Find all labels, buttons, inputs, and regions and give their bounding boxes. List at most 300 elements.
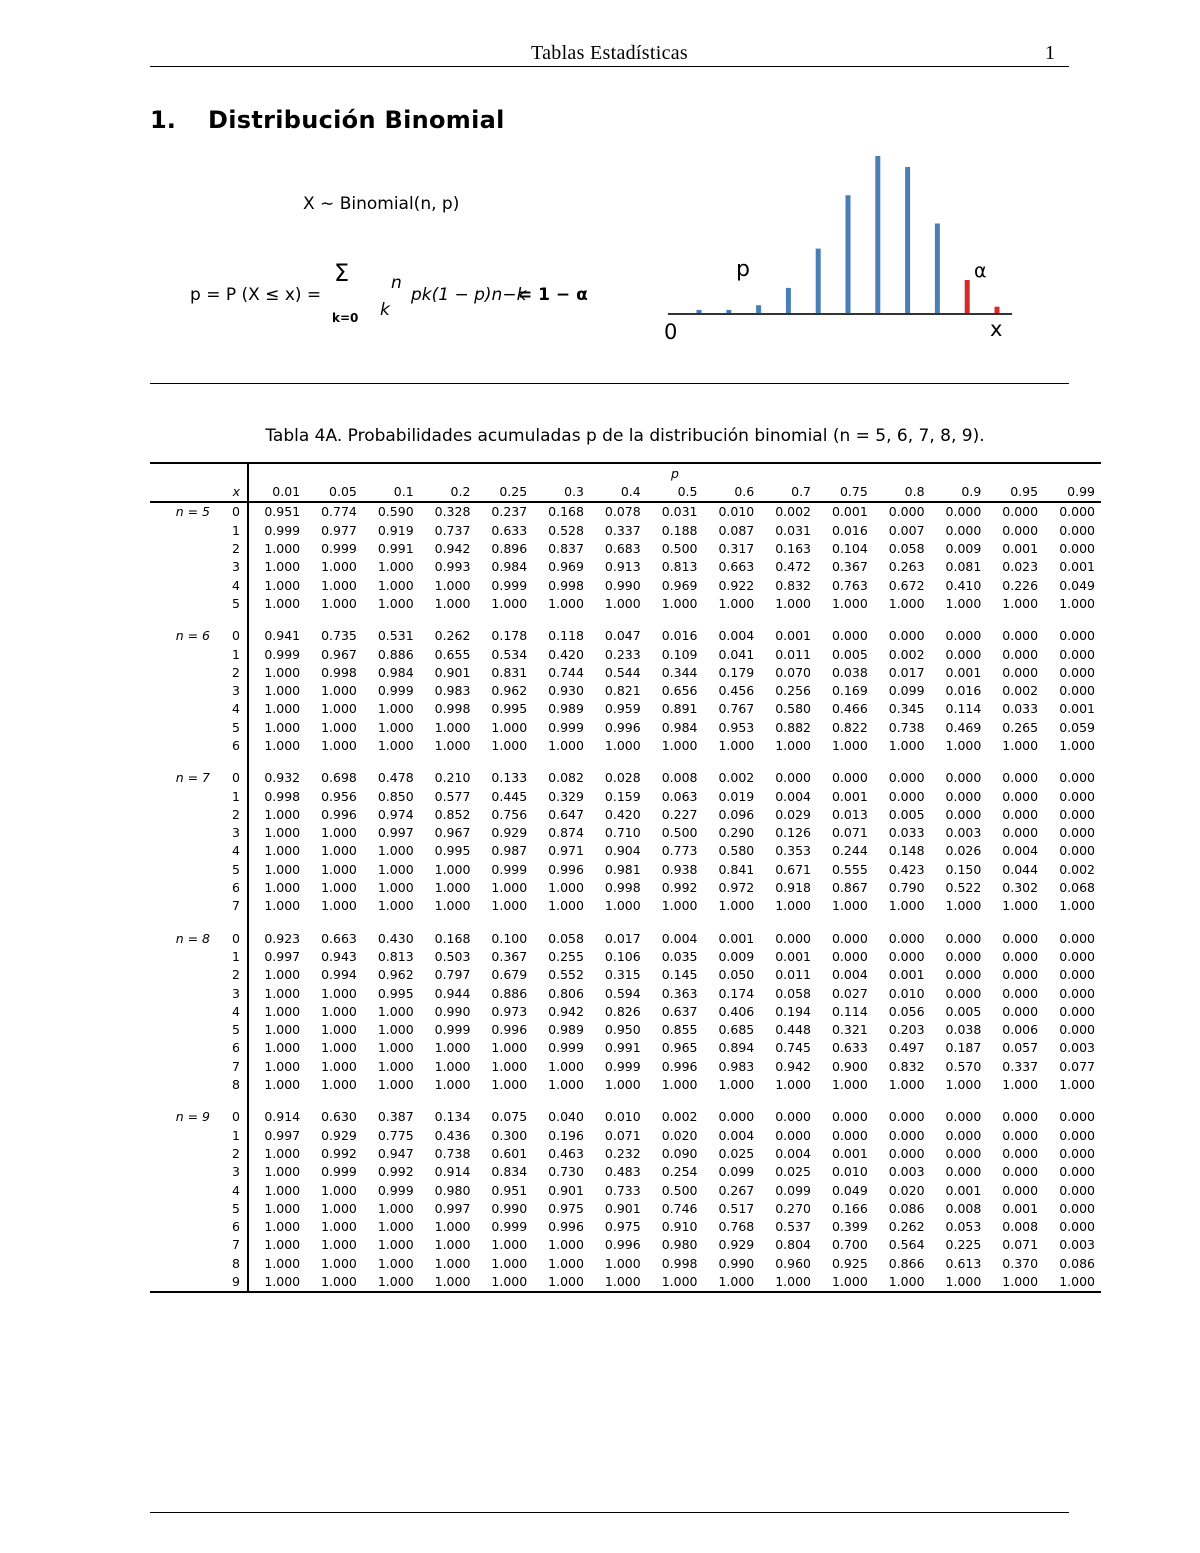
- probability-cell: 0.226: [1002, 577, 1039, 593]
- probability-cell: 0.637: [661, 1003, 698, 1019]
- probability-cell: 0.944: [434, 985, 471, 1001]
- probability-cell: 0.000: [1059, 504, 1095, 520]
- probability-cell: 0.965: [661, 1040, 698, 1056]
- n-group-spacer: [150, 842, 220, 860]
- probability-cell: 0.000: [1059, 1145, 1095, 1161]
- probability-cell: 1.000: [491, 1040, 528, 1056]
- probability-cell: 0.232: [604, 1145, 641, 1161]
- probability-cell: 1.000: [434, 1040, 471, 1056]
- group-spacer-row: [150, 613, 1101, 627]
- x-value: 9: [220, 1273, 248, 1292]
- probability-cell: 1.000: [321, 985, 357, 1001]
- probability-cell: 0.081: [945, 559, 982, 575]
- table-row: [150, 984, 1101, 1002]
- probability-cell: 0.967: [321, 646, 357, 662]
- p-value-header: 0.9: [931, 482, 988, 502]
- spacer-cell: [150, 613, 248, 627]
- probability-cell: 0.244: [831, 843, 868, 859]
- table-row: [150, 719, 1101, 737]
- probability-cell: 0.998: [321, 664, 357, 680]
- probability-cell: 1.000: [321, 1022, 357, 1038]
- probability-cell: 0.999: [377, 683, 414, 699]
- x-value: 4: [220, 1003, 248, 1021]
- probability-cell: 0.980: [434, 1182, 471, 1198]
- probability-cell: 1.000: [377, 1200, 414, 1216]
- x-value: 7: [220, 1236, 248, 1254]
- probability-cell: 0.168: [548, 504, 584, 520]
- probability-cell: 0.967: [434, 825, 471, 841]
- x-value: 2: [220, 806, 248, 824]
- n-group-spacer: [150, 1255, 220, 1273]
- table-row: [150, 948, 1101, 966]
- probability-cell: 0.993: [434, 559, 471, 575]
- probability-cell: 0.071: [1002, 1237, 1039, 1253]
- probability-cell: 0.855: [661, 1022, 698, 1038]
- probability-cell: 0.834: [491, 1164, 528, 1180]
- probability-cell: 0.002: [888, 646, 925, 662]
- probability-cell: 0.075: [491, 1109, 528, 1125]
- probability-cell: 0.436: [434, 1127, 471, 1143]
- probability-cell: 0.974: [377, 806, 414, 822]
- probability-cell: 0.058: [775, 985, 812, 1001]
- probability-cell: 0.700: [831, 1237, 868, 1253]
- spacer-cell: [248, 755, 1101, 769]
- probability-cell: 0.114: [945, 701, 982, 717]
- n-group-spacer: [150, 576, 220, 594]
- probability-cell: 1.000: [548, 880, 584, 896]
- probability-cell: 0.000: [945, 504, 982, 520]
- probability-cell: 0.528: [548, 522, 584, 538]
- probability-cell: 0.040: [548, 1109, 584, 1125]
- probability-cell: 0.552: [548, 967, 584, 983]
- probability-cell: 0.998: [264, 788, 301, 804]
- probability-cell: 0.196: [548, 1127, 584, 1143]
- table-row: [150, 1127, 1101, 1145]
- probability-cell: 0.891: [661, 701, 698, 717]
- x-value: 8: [220, 1076, 248, 1094]
- probability-cell: 0.344: [661, 664, 698, 680]
- probability-cell: 1.000: [888, 595, 925, 611]
- probability-cell: 0.534: [491, 646, 528, 662]
- probability-cell: 0.744: [548, 664, 584, 680]
- probability-cell: 0.000: [888, 1145, 925, 1161]
- probability-cell: 0.989: [548, 701, 584, 717]
- probability-cell: 1.000: [491, 738, 528, 753]
- probability-bar: [726, 310, 731, 313]
- probability-cell: 1.000: [321, 577, 357, 593]
- table-row: [150, 897, 1101, 915]
- probability-cell: 0.000: [775, 770, 812, 786]
- probability-cell: 0.016: [945, 683, 982, 699]
- probability-cell: 1.000: [321, 683, 357, 699]
- probability-cell: 1.000: [548, 1237, 584, 1253]
- x-value: 4: [220, 576, 248, 594]
- figure-label-p: p: [736, 257, 750, 282]
- probability-cell: 1.000: [491, 880, 528, 896]
- alpha-tail-bar: [995, 307, 1000, 313]
- probability-cell: 1.000: [264, 967, 301, 983]
- probability-cell: 1.000: [264, 595, 301, 611]
- x-value: 4: [220, 842, 248, 860]
- table-row: [150, 1236, 1101, 1254]
- footer-rule: [150, 1512, 1069, 1513]
- probability-cell: 0.345: [888, 701, 925, 717]
- probability-bar: [875, 156, 880, 313]
- x-value: 5: [220, 595, 248, 613]
- probability-cell: 0.099: [775, 1182, 812, 1198]
- probability-cell: 0.000: [1059, 1200, 1095, 1216]
- x-value: 0: [220, 1108, 248, 1126]
- probability-cell: 0.000: [888, 930, 925, 946]
- probability-cell: 0.020: [661, 1127, 698, 1143]
- probability-cell: 0.000: [1059, 1182, 1095, 1198]
- probability-cell: 1.000: [434, 577, 471, 593]
- probability-cell: 0.003: [1059, 1237, 1095, 1253]
- table-body: [150, 502, 1101, 1292]
- n-group-spacer: [150, 595, 220, 613]
- p-value-header: 0.5: [647, 482, 704, 502]
- probability-cell: 0.663: [718, 559, 755, 575]
- probability-cell: 0.000: [1002, 504, 1039, 520]
- probability-cell: 0.000: [1059, 628, 1095, 644]
- probability-cell: 0.000: [945, 770, 982, 786]
- table-row: [150, 1218, 1101, 1236]
- probability-cell: 0.168: [434, 930, 471, 946]
- probability-cell: 0.999: [548, 1040, 584, 1056]
- probability-cell: 0.922: [718, 577, 755, 593]
- probability-cell: 0.564: [888, 1237, 925, 1253]
- n-group-spacer: [150, 719, 220, 737]
- probability-cell: 0.033: [1002, 701, 1039, 717]
- formula-lhs: p = P (X ≤ x) =: [190, 285, 322, 305]
- probability-cell: 0.996: [548, 1219, 584, 1235]
- probability-cell: 1.000: [264, 861, 301, 877]
- probability-cell: 0.555: [831, 861, 868, 877]
- n-group-spacer: [150, 984, 220, 1002]
- probability-cell: 0.000: [831, 770, 868, 786]
- probability-cell: 0.953: [718, 719, 755, 735]
- probability-cell: 0.001: [775, 628, 812, 644]
- probability-cell: 0.000: [831, 628, 868, 644]
- probability-cell: 1.000: [434, 880, 471, 896]
- probability-cell: 0.010: [831, 1164, 868, 1180]
- x-value: 4: [220, 700, 248, 718]
- probability-cell: 0.002: [661, 1109, 698, 1125]
- probability-cell: 0.000: [1002, 770, 1039, 786]
- probability-cell: 0.000: [945, 522, 982, 538]
- probability-cell: 1.000: [264, 1182, 301, 1198]
- table-row: [150, 576, 1101, 594]
- probability-cell: 0.118: [548, 628, 584, 644]
- sum-index: k=0: [332, 311, 359, 325]
- probability-cell: 0.000: [1002, 788, 1039, 804]
- probability-cell: 0.478: [377, 770, 414, 786]
- probability-cell: 0.262: [434, 628, 471, 644]
- probability-cell: 0.698: [321, 770, 357, 786]
- probability-cell: 0.178: [491, 628, 528, 644]
- table-caption: Tabla 4A. Probabilidades acumuladas p de la distribución binomial (n = 5, 6, 7, 8, 9).: [265, 426, 985, 446]
- probability-cell: 1.000: [491, 898, 528, 914]
- table-row: [150, 824, 1101, 842]
- probability-cell: 0.387: [377, 1109, 414, 1125]
- table-row: [150, 787, 1101, 805]
- x-value: 3: [220, 682, 248, 700]
- probability-cell: 0.000: [888, 628, 925, 644]
- probability-cell: 0.009: [945, 541, 982, 557]
- probability-cell: 1.000: [377, 1003, 414, 1019]
- probability-cell: 0.317: [718, 541, 755, 557]
- probability-cell: 1.000: [1002, 595, 1039, 611]
- table-row: [150, 1039, 1101, 1057]
- probability-cell: 0.000: [888, 1127, 925, 1143]
- probability-cell: 0.000: [1059, 646, 1095, 662]
- probability-cell: 0.580: [718, 843, 755, 859]
- probability-cell: 0.270: [775, 1200, 812, 1216]
- probability-cell: 1.000: [548, 595, 584, 611]
- probability-cell: 0.832: [888, 1058, 925, 1074]
- probability-cell: 1.000: [491, 1237, 528, 1253]
- probability-cell: 1.000: [321, 1200, 357, 1216]
- probability-cell: 1.000: [321, 843, 357, 859]
- probability-cell: 1.000: [377, 701, 414, 717]
- probability-cell: 0.003: [945, 825, 982, 841]
- x-value: 3: [220, 1163, 248, 1181]
- probability-cell: 1.000: [377, 738, 414, 753]
- probability-cell: 0.969: [661, 577, 698, 593]
- probability-cell: 1.000: [548, 738, 584, 753]
- probability-cell: 0.003: [888, 1164, 925, 1180]
- probability-cell: 0.763: [831, 577, 868, 593]
- probability-cell: 0.133: [491, 770, 528, 786]
- probability-cell: 0.210: [434, 770, 471, 786]
- probability-cell: 0.169: [831, 683, 868, 699]
- x-value: 1: [220, 645, 248, 663]
- probability-cell: 1.000: [264, 1040, 301, 1056]
- probability-cell: 1.000: [1059, 595, 1095, 611]
- probability-cell: 0.500: [661, 825, 698, 841]
- probability-cell: 1.000: [548, 1058, 584, 1074]
- probability-cell: 0.166: [831, 1200, 868, 1216]
- probability-cell: 0.367: [831, 559, 868, 575]
- n-group-spacer: [150, 806, 220, 824]
- probability-cell: 0.999: [321, 1164, 357, 1180]
- probability-cell: 0.000: [1059, 985, 1095, 1001]
- x-value: 1: [220, 787, 248, 805]
- probability-cell: 0.981: [604, 861, 641, 877]
- probability-cell: 0.544: [604, 664, 641, 680]
- x-value: 8: [220, 1255, 248, 1273]
- n-group-spacer: [150, 948, 220, 966]
- x-value: 5: [220, 1021, 248, 1039]
- n-group-spacer: [150, 1021, 220, 1039]
- probability-cell: 1.000: [434, 719, 471, 735]
- probability-cell: 0.826: [604, 1003, 641, 1019]
- probability-cell: 1.000: [377, 595, 414, 611]
- probability-cell: 0.998: [434, 701, 471, 717]
- probability-cell: 1.000: [1059, 1077, 1095, 1093]
- probability-cell: 1.000: [1059, 898, 1095, 914]
- probability-cell: 0.914: [434, 1164, 471, 1180]
- n-group-spacer: [150, 522, 220, 540]
- probability-cell: 0.000: [1059, 541, 1095, 557]
- probability-cell: 1.000: [264, 1003, 301, 1019]
- n-group-spacer: [150, 540, 220, 558]
- probability-cell: 0.767: [718, 701, 755, 717]
- probability-cell: 0.594: [604, 985, 641, 1001]
- probability-cell: 0.996: [604, 1237, 641, 1253]
- probability-cell: 0.973: [491, 1003, 528, 1019]
- table-row: [150, 664, 1101, 682]
- spacer-cell: [150, 916, 248, 930]
- probability-cell: 0.997: [434, 1200, 471, 1216]
- n-group-spacer: [150, 824, 220, 842]
- probability-cell: 1.000: [661, 738, 698, 753]
- probability-cell: 0.070: [775, 664, 812, 680]
- table-row: [150, 1181, 1101, 1199]
- probability-cell: 0.919: [377, 522, 414, 538]
- probability-cell: 1.000: [377, 880, 414, 896]
- distribution-statement: X ∼ Binomial(n, p): [303, 194, 460, 214]
- sum-sign: Σ: [334, 259, 350, 287]
- probability-cell: 0.023: [1002, 559, 1039, 575]
- probability-cell: 1.000: [377, 559, 414, 575]
- figure-bars: [697, 156, 1000, 313]
- probability-cell: 1.000: [377, 1022, 414, 1038]
- probability-cell: 0.995: [434, 843, 471, 859]
- probability-bar: [697, 310, 702, 313]
- probability-cell: 1.000: [434, 738, 471, 753]
- probability-cell: 0.179: [718, 664, 755, 680]
- probability-cell: 0.031: [661, 504, 698, 520]
- probability-cell: 0.942: [434, 541, 471, 557]
- probability-cell: 0.254: [661, 1164, 698, 1180]
- probability-cell: 0.047: [604, 628, 641, 644]
- probability-cell: 0.056: [888, 1003, 925, 1019]
- probability-cell: 0.329: [548, 788, 584, 804]
- probability-cell: 0.733: [604, 1182, 641, 1198]
- probability-cell: 0.000: [1059, 770, 1095, 786]
- probability-cell: 0.990: [718, 1255, 755, 1271]
- probability-cell: 0.821: [604, 683, 641, 699]
- x-value: 1: [220, 522, 248, 540]
- probability-cell: 0.020: [888, 1182, 925, 1198]
- probability-cell: 0.071: [604, 1127, 641, 1143]
- probability-cell: 0.775: [377, 1127, 414, 1143]
- probability-cell: 0.999: [604, 1058, 641, 1074]
- n-group-spacer: [150, 1181, 220, 1199]
- probability-cell: 1.000: [1002, 898, 1039, 914]
- p-parameter-label: p: [248, 463, 1101, 482]
- table-row: [150, 861, 1101, 879]
- probability-cell: 0.774: [321, 504, 357, 520]
- probability-cell: 1.000: [264, 1058, 301, 1074]
- probability-cell: 1.000: [321, 880, 357, 896]
- probability-cell: 0.049: [1059, 577, 1095, 593]
- probability-bar: [905, 167, 910, 313]
- probability-cell: 0.874: [548, 825, 584, 841]
- probability-cell: 0.001: [1002, 1200, 1039, 1216]
- probability-cell: 0.663: [321, 930, 357, 946]
- probability-cell: 0.999: [491, 577, 528, 593]
- page-number: 1: [1045, 42, 1055, 64]
- probability-cell: 1.000: [264, 898, 301, 914]
- probability-cell: 0.145: [661, 967, 698, 983]
- probability-cell: 0.423: [888, 861, 925, 877]
- probability-cell: 1.000: [1002, 738, 1039, 753]
- probability-cell: 1.000: [831, 738, 868, 753]
- probability-cell: 1.000: [888, 738, 925, 753]
- probability-cell: 0.302: [1002, 880, 1039, 896]
- cdf-formula: [190, 259, 610, 333]
- probability-cell: 0.984: [377, 664, 414, 680]
- n-group-spacer: [150, 1163, 220, 1181]
- x-value: 6: [220, 1039, 248, 1057]
- probability-cell: 0.000: [1002, 522, 1039, 538]
- probability-cell: 0.002: [775, 504, 812, 520]
- probability-cell: 0.002: [718, 770, 755, 786]
- probability-cell: 0.004: [661, 930, 698, 946]
- probability-cell: 0.077: [1059, 1058, 1095, 1074]
- probability-cell: 0.886: [491, 985, 528, 1001]
- probability-cell: 0.225: [945, 1237, 982, 1253]
- probability-cell: 0.000: [1002, 1182, 1039, 1198]
- table-row: [150, 1076, 1101, 1094]
- probability-cell: 0.025: [718, 1145, 755, 1161]
- probability-cell: 0.000: [1002, 930, 1039, 946]
- probability-cell: 0.000: [1059, 806, 1095, 822]
- probability-cell: 0.001: [831, 788, 868, 804]
- n-group-spacer: [150, 664, 220, 682]
- probability-bar: [756, 305, 761, 313]
- probability-cell: 0.975: [604, 1219, 641, 1235]
- probability-cell: 0.918: [775, 880, 812, 896]
- probability-cell: 0.990: [434, 1003, 471, 1019]
- figure-label-alpha: α: [974, 260, 987, 282]
- probability-cell: 1.000: [264, 806, 301, 822]
- probability-cell: 0.000: [1059, 1022, 1095, 1038]
- probability-cell: 0.290: [718, 825, 755, 841]
- probability-cell: 0.000: [1002, 646, 1039, 662]
- probability-cell: 0.813: [377, 948, 414, 964]
- n-group-spacer: [150, 879, 220, 897]
- running-header-title: Tablas Estadísticas: [530, 42, 689, 64]
- probability-cell: 1.000: [321, 738, 357, 753]
- probability-cell: 0.984: [491, 559, 528, 575]
- probability-cell: 0.914: [264, 1109, 301, 1125]
- probability-cell: 1.000: [264, 701, 301, 717]
- probability-cell: 0.000: [1002, 1127, 1039, 1143]
- probability-cell: 0.150: [945, 861, 982, 877]
- probability-cell: 0.025: [775, 1164, 812, 1180]
- probability-cell: 0.262: [888, 1219, 925, 1235]
- n-group-spacer: [150, 700, 220, 718]
- probability-cell: 0.420: [548, 646, 584, 662]
- n-group-spacer: [150, 1003, 220, 1021]
- x-value: 2: [220, 540, 248, 558]
- table-row: [150, 966, 1101, 984]
- spacer-cell: [248, 916, 1101, 930]
- probability-cell: 0.096: [718, 806, 755, 822]
- probability-cell: 0.058: [548, 930, 584, 946]
- x-value: 6: [220, 879, 248, 897]
- probability-cell: 0.000: [1002, 806, 1039, 822]
- probability-cell: 1.000: [377, 898, 414, 914]
- probability-cell: 0.001: [888, 967, 925, 983]
- probability-bar: [816, 249, 821, 313]
- probability-cell: 0.837: [548, 541, 584, 557]
- probability-cell: 1.000: [321, 1255, 357, 1271]
- section-number: 1.: [150, 106, 176, 134]
